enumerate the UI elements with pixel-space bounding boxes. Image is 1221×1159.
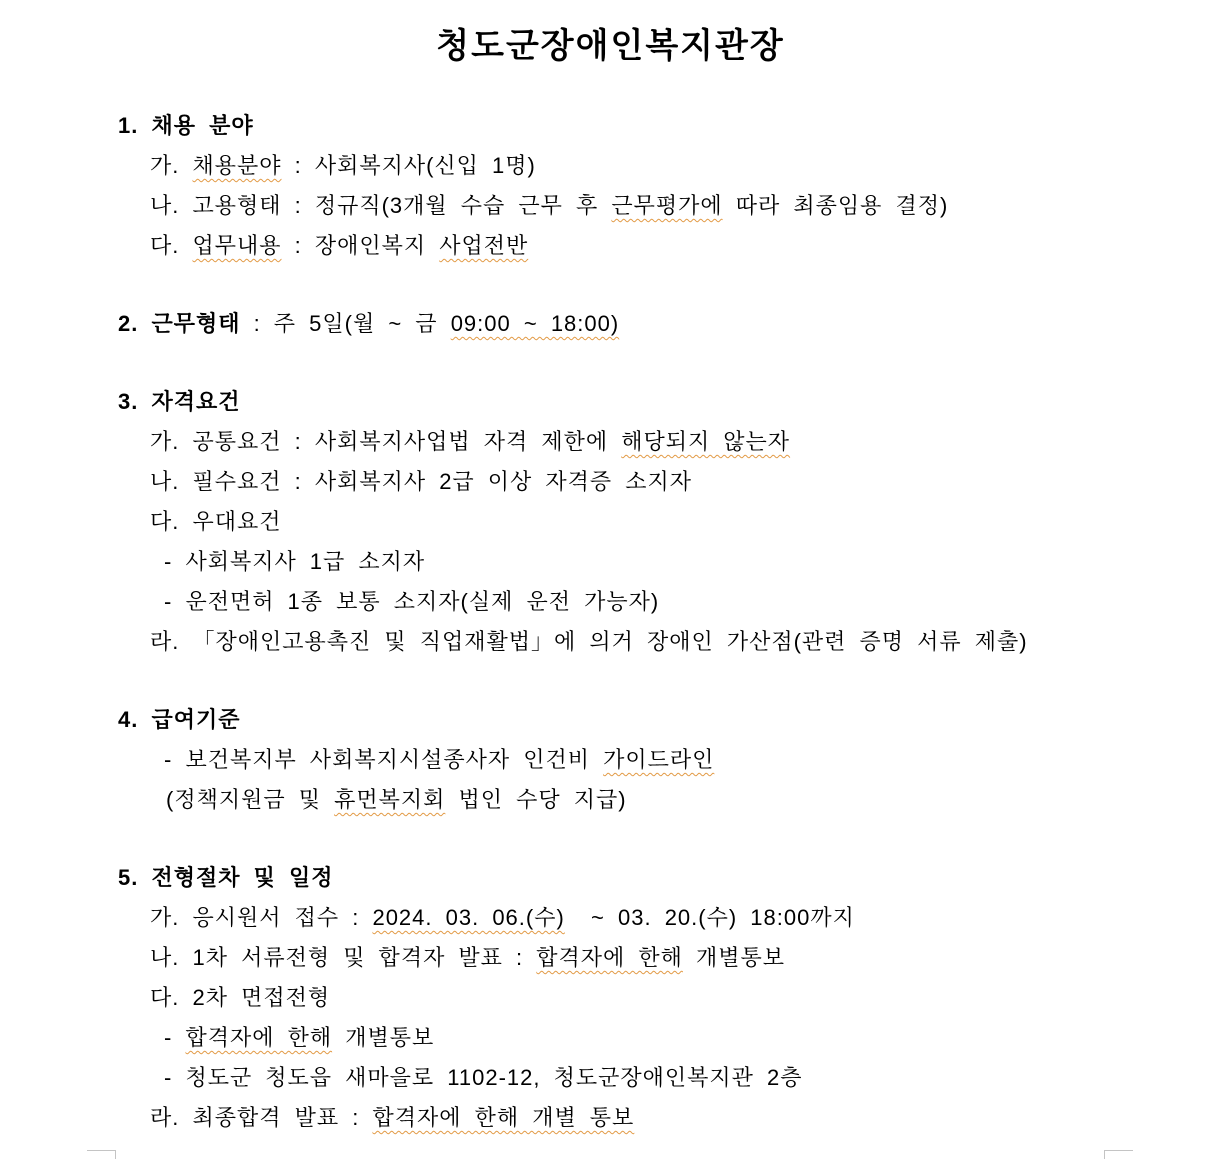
text-segment: 3. 자격요건 [118, 389, 241, 414]
text-segment: 가. 공통요건 : 사회복지사업법 자격 제한에 [150, 429, 622, 454]
document-line [0, 898, 1221, 938]
text-segment: 라. 「장애인고용촉진 및 직업재활법」에 의거 장애인 가산점(관련 증명 서류 제출) [150, 629, 1028, 654]
document-line [0, 740, 1221, 780]
spellcheck-underlined-text: 업무내용 [192, 233, 282, 258]
spellcheck-underlined-text: 합격자에 한해 [536, 945, 683, 970]
document-line [0, 780, 1221, 820]
document-line [0, 622, 1221, 662]
section-heading-line [0, 858, 1221, 898]
document-line [0, 582, 1221, 622]
section-heading-line [0, 382, 1221, 422]
document-line [0, 226, 1221, 266]
document-line [0, 462, 1221, 502]
text-segment: 가. 응시원서 접수 : [150, 905, 373, 930]
spellcheck-underlined-text: 09:00 ~ 18:00) [450, 311, 620, 336]
spellcheck-underlined-text: 가이드라인 [603, 747, 715, 772]
text-segment: - 운전면허 1종 보통 소지자(실제 운전 가능자) [164, 589, 660, 614]
text-segment: : 주 5일(월 ~ 금 [240, 311, 451, 336]
text-segment: ~ 03. 20.(수) 18:00까지 [564, 905, 855, 930]
text-segment: 4. 급여기준 [118, 707, 241, 732]
text-segment: 다. 우대요건 [150, 509, 282, 534]
text-segment: 라. 최종합격 발표 : [150, 1105, 373, 1130]
text-segment: 1. 채용 분야 [118, 113, 254, 138]
section-heading-line [0, 106, 1221, 146]
text-segment: 개별통보 [682, 945, 786, 970]
document-line [0, 1018, 1221, 1058]
text-segment: 법인 수당 지급) [445, 787, 627, 812]
text-segment: 2. 근무형태 [118, 311, 241, 336]
document-body [0, 106, 1221, 1138]
document-line [0, 938, 1221, 978]
spellcheck-underlined-text: 근무평가에 [611, 193, 723, 218]
text-segment: 따라 최종임용 결정) [722, 193, 949, 218]
spellcheck-underlined-text: 합격자에 한해 [185, 1025, 333, 1050]
text-segment: 나. 필수요건 : 사회복지사 2급 이상 자격증 소지자 [150, 469, 693, 494]
document-line [0, 186, 1221, 226]
document-title: 청도군장애인복지관장 [436, 27, 785, 65]
text-segment: - 청도군 청도읍 새마을로 1102-12, 청도군장애인복지관 2층 [164, 1065, 803, 1090]
text-segment: 다. 2차 면접전형 [150, 985, 331, 1010]
document-line [0, 1098, 1221, 1138]
text-segment: 나. 고용형태 : 정규직(3개월 수습 근무 후 [150, 193, 612, 218]
spellcheck-underlined-text: 해당되지 않는자 [621, 429, 791, 454]
document-line [0, 146, 1221, 186]
text-segment: 다. [150, 233, 193, 258]
spellcheck-underlined-text: 휴먼복지회 [334, 787, 446, 812]
text-segment: 가. [150, 153, 193, 178]
document-line [0, 422, 1221, 462]
section-heading-line [0, 700, 1221, 740]
spellcheck-underlined-text: 채용분야 [192, 153, 282, 178]
text-segment: 개별통보 [332, 1025, 435, 1050]
document-line [0, 1058, 1221, 1098]
text-segment: - 사회복지사 1급 소지자 [164, 549, 426, 574]
text-segment: - 보건복지부 사회복지시설종사자 인건비 [164, 747, 604, 772]
text-segment: - [164, 1025, 186, 1050]
section-heading-line [0, 304, 1221, 344]
document-line [0, 978, 1221, 1018]
spellcheck-underlined-text: 사업전반 [439, 233, 529, 258]
text-segment: : 장애인복지 [281, 233, 440, 258]
spellcheck-underlined-text: 합격자에 한해 개별 통보 [372, 1105, 635, 1130]
text-segment: : 사회복지사(신입 1명) [281, 153, 536, 178]
spellcheck-underlined-text: 2024. 03. 06.(수) [372, 905, 565, 930]
text-segment: (정책지원금 및 [166, 787, 335, 812]
document-line [0, 542, 1221, 582]
document-line [0, 502, 1221, 542]
text-segment: 5. 전형절차 및 일정 [118, 865, 334, 890]
text-segment: 나. 1차 서류전형 및 합격자 발표 : [150, 945, 537, 970]
